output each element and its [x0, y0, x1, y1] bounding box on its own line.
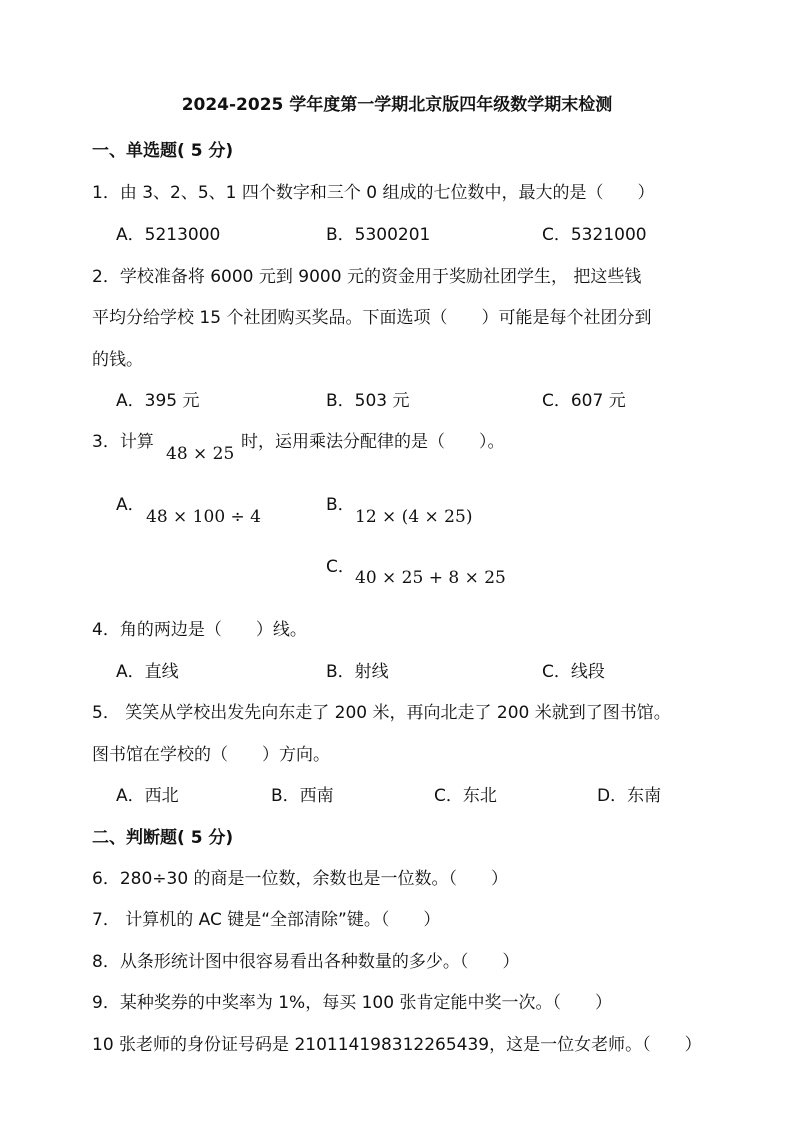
q3-option-b-expression: 12 × (4 × 25) [355, 507, 473, 527]
q1-option-a: A．5213000 [116, 225, 221, 245]
question-5-line-2: 图书馆在学校的（ ）方向。 [92, 745, 330, 765]
q1-option-c: C．5321000 [542, 225, 647, 245]
q4-option-b: B．射线 [326, 662, 389, 682]
question-7: 7． 计算机的 AC 键是“全部清除”键。（ ） [92, 910, 441, 930]
question-2-line-2: 平均分给学校 15 个社团购买奖品。下面选项（ ）可能是每个社团分到 [92, 308, 652, 328]
q4-option-c: C．线段 [542, 662, 605, 682]
question-4: 4．角的两边是（ ）线。 [92, 620, 307, 640]
q4-option-a: A．直线 [116, 662, 179, 682]
question-1: 1．由 3、2、5、1 四个数字和三个 0 组成的七位数中，最大的是（ ） [92, 183, 655, 203]
q3-option-a-expression: 48 × 100 ÷ 4 [146, 507, 261, 527]
question-6: 6．280÷30 的商是一位数，余数也是一位数。（ ） [92, 869, 509, 889]
q3-option-a-label: A． [116, 495, 145, 515]
q2-option-c: C．607 元 [542, 391, 626, 411]
page-title: 2024-2025 学年度第一学期北京版四年级数学期末检测 [181, 95, 613, 115]
q5-option-d: D．东南 [597, 786, 662, 806]
question-8: 8．从条形统计图中很容易看出各种数量的多少。（ ） [92, 952, 520, 972]
q2-option-a: A．395 元 [116, 391, 200, 411]
q3-option-b-label: B． [326, 495, 355, 515]
question-9: 9．某种奖券的中奖率为 1%，每买 100 张肯定能中奖一次。（ ） [92, 993, 612, 1013]
question-3-expression: 48 × 25 [166, 444, 235, 464]
q3-option-c-label: C． [326, 557, 355, 577]
q1-option-b: B．5300201 [326, 225, 431, 245]
question-5-line-1: 5． 笑笑从学校出发先向东走了 200 米，再向北走了 200 米就到了图书馆。 [92, 703, 671, 723]
section-single-choice: 一、单选题( 5 分) [92, 141, 234, 161]
question-10: 10 张老师的身份证号码是 210114198312265439，这是一位女老师。（ ） [92, 1035, 702, 1055]
question-3-suffix: 时，运用乘法分配律的是（ ）。 [241, 432, 505, 452]
question-2-line-3: 的钱。 [92, 350, 143, 370]
q2-option-b: B．503 元 [326, 391, 410, 411]
question-3-prefix: 3．计算 [92, 432, 154, 452]
q5-option-b: B．西南 [271, 786, 334, 806]
question-2-line-1: 2．学校准备将 6000 元到 9000 元的资金用于奖励社团学生， 把这些钱 [92, 267, 642, 287]
q3-option-c-expression: 40 × 25 + 8 × 25 [355, 568, 506, 588]
q5-option-c: C．东北 [434, 786, 497, 806]
q5-option-a: A．西北 [116, 786, 179, 806]
section-true-false: 二、判断题( 5 分) [92, 828, 234, 848]
